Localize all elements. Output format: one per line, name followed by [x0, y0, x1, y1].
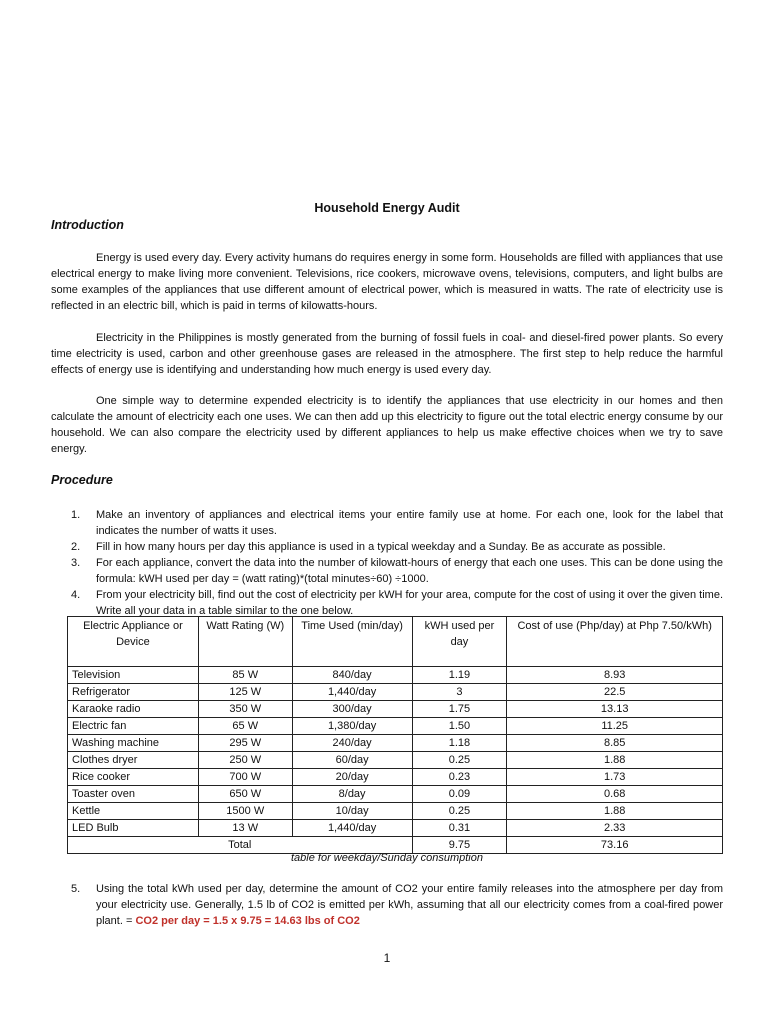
table-row: Clothes dryer 250 W 60/day 0.25 1.88 [68, 752, 723, 769]
table-caption: table for weekday/Sunday consumption [290, 852, 483, 864]
procedure-step: 2. Fill in how many hours per day this appliance is used in a typical weekday and a Sunday. Be as accurate as possible. [71, 541, 666, 553]
total-kwh: 9.75 [412, 837, 507, 854]
table-row: Karaoke radio 350 W 300/day 1.75 13.13 [68, 701, 723, 718]
procedure-step: 3. For each appliance, convert the data into the number of kilowatt-hours of energy that each one uses. This can be done using the formula: kWH used per day = (watt rating)*(total minutes÷60) ÷1000. [71, 557, 723, 585]
procedure-heading: Procedure [51, 473, 113, 487]
page-number: 1 [383, 951, 391, 965]
header-kwh-per-day: kWH used per day [412, 617, 507, 667]
total-label: Total [68, 837, 413, 854]
header-time-used: Time Used (min/day) [292, 617, 412, 667]
table-row: Washing machine 295 W 240/day 1.18 8.85 [68, 735, 723, 752]
table-row: Toaster oven 650 W 8/day 0.09 0.68 [68, 786, 723, 803]
table-row: Rice cooker 700 W 20/day 0.23 1.73 [68, 769, 723, 786]
header-cost-of-use: Cost of use (Php/day) at Php 7.50/kWh) [507, 617, 723, 667]
procedure-step: 5. Using the total kWh used per day, determine the amount of CO2 your entire family releases into the atmosphere per day from your electricity use. Generally, 1.5 lb of CO2 is emitted per kWh, assuming that all our electricity comes from a coal-fired power plant. = CO2 per day = 1.5 x 9.75 = 14.63 lbs of CO2 [71, 883, 723, 927]
co2-answer: CO2 per day = 1.5 x 9.75 = 14.63 lbs of CO2 [135, 915, 360, 927]
procedure-steps [51, 507, 723, 619]
total-cost: 73.16 [507, 837, 723, 854]
document-page [51, 0, 723, 1024]
table-row: Kettle 1500 W 10/day 0.25 1.88 [68, 803, 723, 820]
procedure-step: 4. From your electricity bill, find out the cost of electricity per kWH for your area, compute for the cost of using it over the given time. Write all your data in a table similar to the one below. [71, 589, 723, 617]
procedure-step-5 [51, 881, 723, 929]
page-title: Household Energy Audit [314, 201, 460, 215]
table-row: LED Bulb 13 W 1,440/day 0.31 2.33 [68, 820, 723, 837]
introduction-heading: Introduction [51, 218, 124, 232]
table-row: Refrigerator 125 W 1,440/day 3 22.5 [68, 684, 723, 701]
intro-paragraph-2: Electricity in the Philippines is mostly generated from the burning of fossil fuels in coal- and diesel-fired power plants. So every time electricity is used, carbon and other greenhouse gases are released in the atmosphere. The first step to help reduce the harmful effects of energy use is identifying and understanding how much energy is used every day. [51, 332, 723, 376]
intro-paragraph-3: One simple way to determine expended electricity is to identify the appliances that use electricity in our homes and then calculate the amount of electricity each one uses. We can then add up this electricity to figure out the total electric energy consume by our household. We can also compare the electricity used by different appliances to help us make effective choices when we try to save energy. [51, 395, 723, 455]
header-appliance: Electric Appliance or Device [68, 617, 199, 667]
table-row: Electric fan 65 W 1,380/day 1.50 11.25 [68, 718, 723, 735]
appliance-table [67, 616, 723, 854]
table-header-row [68, 617, 723, 667]
procedure-step: 1. Make an inventory of appliances and electrical items your entire family use at home. For each one, look for the label that indicates the number of watts it uses. [71, 509, 723, 537]
intro-paragraph-1: Energy is used every day. Every activity humans do requires energy in some form. Households are filled with appliances that use electrical energy to make living more convenient. Televisions, rice cookers, microwave ovens, televisions, computers, and light bulbs are some examples of the appliances that use different amount of electrical power, which is measured in watts. The rate of electricity use is reflected in an electric bill, which is paid in terms of kilowatts-hours. [51, 252, 723, 312]
header-watt-rating: Watt Rating (W) [198, 617, 292, 667]
table-row: Television 85 W 840/day 1.19 8.93 [68, 667, 723, 684]
